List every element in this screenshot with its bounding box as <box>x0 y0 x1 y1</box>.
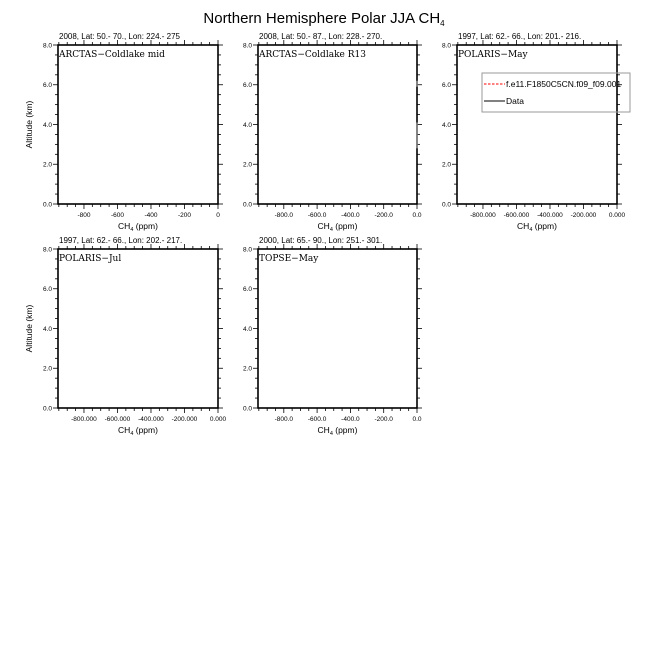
y-tick-label: 4.0 <box>441 121 451 129</box>
y-tick-label: 4.0 <box>242 325 252 333</box>
x-tick-label: 0.0 <box>412 212 422 219</box>
y-axis-label: Altitude (km) <box>24 304 34 353</box>
panel-4 <box>24 236 227 437</box>
plot-frame <box>457 45 617 204</box>
x-tick-label: -600.0 <box>307 212 327 219</box>
y-tick-label: 2.0 <box>42 161 52 169</box>
panel-header: 1997, Lat: 62.- 66., Lon: 201.- 216. <box>458 32 582 41</box>
x-tick-label: -400.0 <box>341 416 360 423</box>
x-tick-label: -600.000 <box>503 212 530 219</box>
x-tick-label: -600.0 <box>307 416 327 423</box>
x-axis-label: $CH_4$ (ppm) <box>118 221 158 233</box>
plot-frame <box>258 249 417 408</box>
x-tick-label: -200.0 <box>374 416 393 423</box>
y-tick-label: 0.0 <box>42 405 52 413</box>
x-tick-label: -400.000 <box>138 416 164 423</box>
x-tick-label: -800.0 <box>274 416 294 423</box>
y-tick-label: 2.0 <box>242 365 252 373</box>
y-tick-label: 6.0 <box>42 82 52 90</box>
y-tick-label: 2.0 <box>42 365 52 373</box>
y-tick-label: 8.0 <box>441 42 451 50</box>
region-label: ARCTAS−Coldlake R13 <box>259 50 366 60</box>
x-tick-label: -600.000 <box>104 416 131 423</box>
x-tick-label: -200.000 <box>570 212 597 219</box>
x-tick-label: -200.000 <box>171 416 198 423</box>
y-tick-label: 8.0 <box>42 246 52 254</box>
x-tick-label: 0.000 <box>608 212 626 219</box>
panels <box>24 32 630 437</box>
x-axis-label: $CH_4$ (ppm) <box>317 425 358 437</box>
region-label: TOPSE−May <box>259 254 319 264</box>
x-axis-label: $CH_4$ (ppm) <box>118 425 158 437</box>
panel-header: 2008, Lat: 50.- 70., Lon: 224.- 275 <box>59 32 180 41</box>
x-axis-label: $CH_4$ (ppm) <box>517 221 557 233</box>
x-tick-label: -400.0 <box>341 212 360 219</box>
y-tick-label: 8.0 <box>242 42 252 50</box>
y-tick-label: 0.0 <box>242 201 252 209</box>
panel-header: 2000, Lat: 65.- 90., Lon: 251.- 301. <box>259 236 383 245</box>
y-tick-label: 4.0 <box>242 121 252 129</box>
y-axis-label: Altitude (km) <box>24 100 34 149</box>
x-tick-label: -400.000 <box>537 212 563 219</box>
figure-title: Northern Hemisphere Polar JJA $CH_4$ <box>203 10 445 28</box>
x-tick-label: -400 <box>144 212 158 219</box>
legend <box>482 73 630 112</box>
y-tick-label: 4.0 <box>42 121 52 129</box>
y-tick-label: 4.0 <box>42 325 52 333</box>
legend-label: Data <box>506 96 524 106</box>
y-tick-label: 2.0 <box>441 161 451 169</box>
x-tick-label: -800.000 <box>71 416 97 423</box>
y-tick-label: 8.0 <box>42 42 52 50</box>
legend-label: f.e11.F1850C5CN.f09_f09.001 <box>506 79 622 89</box>
panel-1 <box>24 32 223 233</box>
plot-frame <box>58 45 218 204</box>
x-tick-label: -600 <box>110 212 124 219</box>
y-tick-label: 0.0 <box>441 201 451 209</box>
y-tick-label: 6.0 <box>441 82 451 90</box>
panel-header: 1997, Lat: 62.- 66., Lon: 202.- 217. <box>59 236 183 245</box>
panel-2 <box>243 32 422 233</box>
region-label: ARCTAS−Coldlake mid <box>59 50 165 60</box>
x-tick-label: 0 <box>216 212 220 219</box>
region-label: POLARIS−Jul <box>59 254 122 264</box>
plot-frame <box>258 45 417 204</box>
y-tick-label: 0.0 <box>242 405 252 413</box>
region-label: POLARIS−May <box>458 50 528 60</box>
x-tick-label: -800 <box>77 212 91 219</box>
y-tick-label: 6.0 <box>242 286 252 294</box>
y-tick-label: 6.0 <box>42 286 52 294</box>
panel-3 <box>442 32 626 233</box>
x-axis-label: $CH_4$ (ppm) <box>317 221 358 233</box>
x-tick-label: -800.0 <box>274 212 294 219</box>
y-tick-label: 0.0 <box>42 201 52 209</box>
plot-frame <box>58 249 218 408</box>
x-tick-label: -200.0 <box>374 212 393 219</box>
y-tick-label: 8.0 <box>242 246 252 254</box>
x-tick-label: -800.000 <box>470 212 496 219</box>
y-tick-label: 2.0 <box>242 161 252 169</box>
y-tick-label: 6.0 <box>242 82 252 90</box>
x-tick-label: 0.0 <box>412 416 422 423</box>
x-tick-label: 0.000 <box>209 416 227 423</box>
x-tick-label: -200 <box>177 212 191 219</box>
panel-5 <box>243 236 422 437</box>
panel-header: 2008, Lat: 50.- 87., Lon: 228.- 270. <box>259 32 383 41</box>
